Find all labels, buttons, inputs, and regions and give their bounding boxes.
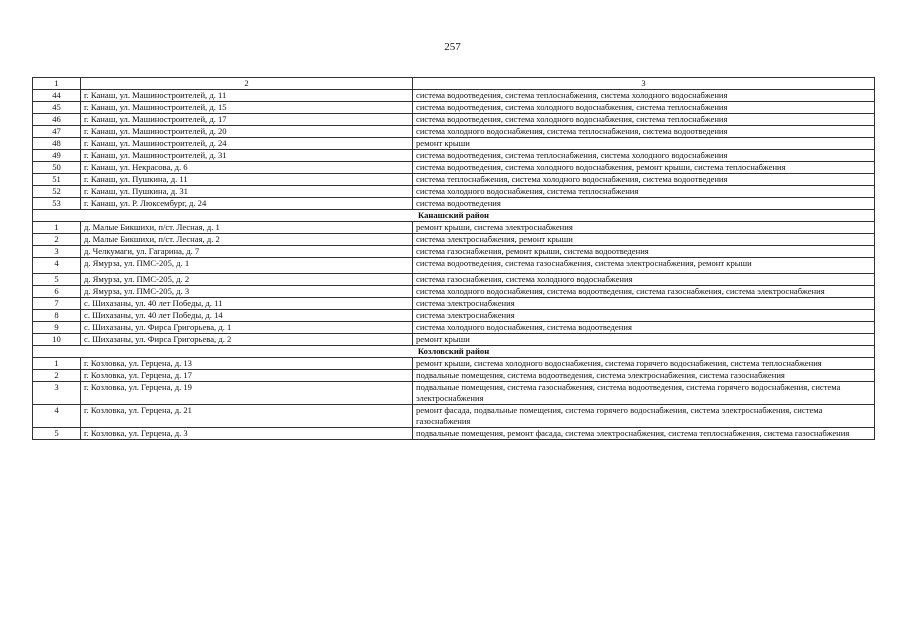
row-works: система газоснабжения, ремонт крыши, система водоотведения — [413, 246, 875, 258]
table-row — [33, 234, 875, 246]
row-works: система водоотведения, система газоснабжения, система электроснабжения, ремонт крыши — [413, 258, 875, 274]
column-header-works: 3 — [413, 78, 875, 90]
row-address: г. Козловка, ул. Герцена, д. 3 — [81, 428, 413, 440]
table-row — [33, 126, 875, 138]
section-title: Козловский район — [33, 346, 875, 358]
section-title: Канашский район — [33, 210, 875, 222]
table-row — [33, 114, 875, 126]
table-row — [33, 174, 875, 186]
table-row — [33, 90, 875, 102]
row-works: система электроснабжения — [413, 310, 875, 322]
row-number: 52 — [33, 186, 81, 198]
row-number: 5 — [33, 274, 81, 286]
page-number: 257 — [444, 41, 461, 53]
table-body — [33, 78, 875, 440]
row-number: 6 — [33, 286, 81, 298]
row-address: с. Шихазаны, ул. Фирса Григорьева, д. 2 — [81, 334, 413, 346]
table-row — [33, 358, 875, 370]
table-row — [33, 322, 875, 334]
table-row — [33, 186, 875, 198]
row-works: система водоотведения, система холодного водоснабжения, система теплоснабжения — [413, 102, 875, 114]
row-number: 50 — [33, 162, 81, 174]
section-header-row — [33, 346, 875, 358]
row-number: 2 — [33, 370, 81, 382]
table-row — [33, 274, 875, 286]
row-works: ремонт крыши, система холодного водоснабжения, система горячего водоснабжения, система теплоснабжения — [413, 358, 875, 370]
row-address: г. Козловка, ул. Герцена, д. 19 — [81, 382, 413, 405]
table-row — [33, 246, 875, 258]
row-number: 9 — [33, 322, 81, 334]
row-number: 5 — [33, 428, 81, 440]
row-number: 3 — [33, 382, 81, 405]
table-row — [33, 162, 875, 174]
row-number: 48 — [33, 138, 81, 150]
column-header-address: 2 — [81, 78, 413, 90]
table-row — [33, 298, 875, 310]
row-works: ремонт крыши, система электроснабжения — [413, 222, 875, 234]
row-address: г. Канаш, ул. Пушкина, д. 11 — [81, 174, 413, 186]
row-number: 45 — [33, 102, 81, 114]
table-row — [33, 370, 875, 382]
section-header-row — [33, 210, 875, 222]
row-address: д. Малые Бикшихи, п/ст. Лесная, д. 2 — [81, 234, 413, 246]
row-works: подвальные помещения, система водоотведения, система электроснабжения, система газоснабжения — [413, 370, 875, 382]
row-address: г. Канаш, ул. Машиностроителей, д. 20 — [81, 126, 413, 138]
row-number: 49 — [33, 150, 81, 162]
buildings-table — [32, 77, 875, 440]
row-works: система электроснабжения, ремонт крыши — [413, 234, 875, 246]
row-address: г. Козловка, ул. Герцена, д. 17 — [81, 370, 413, 382]
row-number: 7 — [33, 298, 81, 310]
row-works: система водоотведения, система теплоснабжения, система холодного водоснабжения — [413, 90, 875, 102]
row-address: г. Канаш, ул. Машиностроителей, д. 17 — [81, 114, 413, 126]
row-address: г. Канаш, ул. Машиностроителей, д. 31 — [81, 150, 413, 162]
table-header-row — [33, 78, 875, 90]
table-row — [33, 258, 875, 274]
row-number: 2 — [33, 234, 81, 246]
table-row — [33, 150, 875, 162]
row-works: система холодного водоснабжения, система водоотведения, система газоснабжения, система электроснабжения — [413, 286, 875, 298]
row-address: г. Козловка, ул. Герцена, д. 21 — [81, 405, 413, 428]
row-number: 4 — [33, 405, 81, 428]
column-header-number: 1 — [33, 78, 81, 90]
row-address: д. Челкумаги, ул. Гагарина, д. 7 — [81, 246, 413, 258]
row-address: д. Ямурза, ул. ПМС-205, д. 1 — [81, 258, 413, 274]
row-works: ремонт крыши — [413, 138, 875, 150]
table-row — [33, 334, 875, 346]
row-address: с. Шихазаны, ул. 40 лет Победы, д. 14 — [81, 310, 413, 322]
table-row — [33, 198, 875, 210]
row-number: 4 — [33, 258, 81, 274]
row-works: система электроснабжения — [413, 298, 875, 310]
row-works: система водоотведения, система холодного водоснабжения, ремонт крыши, система теплоснабжения — [413, 162, 875, 174]
row-address: д. Ямурза, ул. ПМС-205, д. 3 — [81, 286, 413, 298]
row-number: 1 — [33, 358, 81, 370]
row-works: система теплоснабжения, система холодного водоснабжения, система водоотведения — [413, 174, 875, 186]
row-address: г. Канаш, ул. Машиностроителей, д. 11 — [81, 90, 413, 102]
row-works: система газоснабжения, система холодного водоснабжения — [413, 274, 875, 286]
row-number: 3 — [33, 246, 81, 258]
row-address: г. Канаш, ул. Пушкина, д. 31 — [81, 186, 413, 198]
row-number: 8 — [33, 310, 81, 322]
row-number: 46 — [33, 114, 81, 126]
table-row — [33, 382, 875, 405]
row-works: система водоотведения, система теплоснабжения, система холодного водоснабжения — [413, 150, 875, 162]
row-address: г. Канаш, ул. Некрасова, д. 6 — [81, 162, 413, 174]
table-row — [33, 102, 875, 114]
table-row — [33, 405, 875, 428]
row-works: система холодного водоснабжения, система теплоснабжения — [413, 186, 875, 198]
row-address: г. Канаш, ул. Р. Люксембург, д. 24 — [81, 198, 413, 210]
row-number: 44 — [33, 90, 81, 102]
row-number: 51 — [33, 174, 81, 186]
table-row — [33, 222, 875, 234]
row-address: г. Канаш, ул. Машиностроителей, д. 15 — [81, 102, 413, 114]
row-address: д. Ямурза, ул. ПМС-205, д. 2 — [81, 274, 413, 286]
row-works: система водоотведения — [413, 198, 875, 210]
row-address: г. Канаш, ул. Машиностроителей, д. 24 — [81, 138, 413, 150]
row-number: 10 — [33, 334, 81, 346]
row-works: ремонт крыши — [413, 334, 875, 346]
row-works: ремонт фасада, подвальные помещения, система горячего водоснабжения, система электроснабжения, система газоснабжения — [413, 405, 875, 428]
row-number: 1 — [33, 222, 81, 234]
row-address: с. Шихазаны, ул. Фирса Григорьева, д. 1 — [81, 322, 413, 334]
row-works: система холодного водоснабжения, система водоотведения — [413, 322, 875, 334]
row-address: с. Шихазаны, ул. 40 лет Победы, д. 11 — [81, 298, 413, 310]
table-row — [33, 138, 875, 150]
row-works: система холодного водоснабжения, система теплоснабжения, система водоотведения — [413, 126, 875, 138]
row-address: д. Малые Бикшихи, п/ст. Лесная, д. 1 — [81, 222, 413, 234]
row-works: подвальные помещения, ремонт фасада, система электроснабжения, система теплоснабжения, система газоснабжения — [413, 428, 875, 440]
row-number: 47 — [33, 126, 81, 138]
row-works: подвальные помещения, система газоснабжения, система водоотведения, система горячего водоснабжения, система электроснабжения — [413, 382, 875, 405]
table-row — [33, 428, 875, 440]
row-number: 53 — [33, 198, 81, 210]
table-row — [33, 310, 875, 322]
table-row — [33, 286, 875, 298]
row-works: система водоотведения, система холодного водоснабжения, система теплоснабжения — [413, 114, 875, 126]
row-address: г. Козловка, ул. Герцена, д. 13 — [81, 358, 413, 370]
